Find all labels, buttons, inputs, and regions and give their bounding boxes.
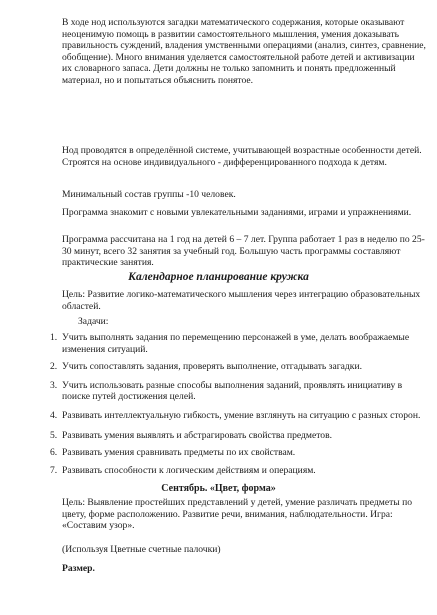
september-heading: Сентябрь. «Цвет, форма»: [161, 483, 276, 494]
list-item: [0, 410, 424, 422]
tasks-label: Задачи:: [78, 316, 109, 327]
intro-paragraph-program: Программа знакомит с новыми увлекательными заданиями, играми и упражнениями.: [62, 207, 412, 218]
september-note: (Используя Цветные счетные палочки): [62, 544, 221, 555]
september-goal: Цель: Выявление простейших представлений у детей, умение различать предметы по цвету, форме расположению. Развитие речи, внимания, наблюдательности. Игра: «Составим узор».: [62, 497, 413, 532]
calendar-heading: Календарное планирование кружка: [128, 271, 309, 283]
task-text: Развивать умения сравнивать предметы по их свойствам.: [62, 447, 296, 459]
list-item: [0, 361, 424, 373]
intro-paragraph-system: Нод проводятся в определённой системе, учитывающей возрастные особенности детей. Строятся на основе индивидуального - дифференцированного подхода к детям.: [62, 145, 422, 168]
task-number: 1.: [50, 332, 58, 343]
list-item: [0, 380, 424, 403]
task-number: 7.: [50, 464, 58, 476]
task-number: 5.: [50, 429, 58, 441]
task-number: 2.: [50, 361, 58, 373]
task-number: 3.: [50, 379, 58, 391]
list-item: [0, 465, 424, 477]
task-text: Развивать умения выявлять и абстрагировать свойства предметов.: [62, 429, 333, 441]
calendar-goal: Цель: Развитие логико-математического мышления через интеграцию образовательных областей.: [62, 289, 421, 312]
size-label: Размер.: [62, 563, 95, 574]
task-text: Развивать интеллектуальную гибкость, умение взглянуть на ситуацию с разных сторон.: [62, 409, 421, 421]
list-item: [0, 332, 424, 355]
task-text: Развивать способности к логическим действиям и операциям.: [62, 464, 316, 476]
list-item: [0, 447, 424, 459]
task-text: Учить сопоставлять задания, проверять выполнение, отгадывать загадки.: [62, 361, 363, 373]
intro-paragraph-schedule: Программа рассчитана на 1 год на детей 6 – 7 лет. Группа работает 1 раз в неделю по 25-30 минут, всего 32 занятия за учебный год. Большую часть программы составляют практические занятия.: [62, 234, 425, 269]
task-text: Учить использовать разные способы выполнения заданий, проявлять инициативу в поиске путей достижения целей.: [62, 379, 403, 403]
tasks-list: [0, 332, 437, 476]
intro-paragraph-riddles: В ходе нод используются загадки математического содержания, которые оказывают неоценимую помощь в развитии самостоятельного мышления, умения доказывать правильность суждений, владения умственными операциями (анализ, синтез, сравнение, обобщение). Много внимания уделяется самостоятельной работе детей и активизации их словарного запаса. Дети должны не только запомнить и понять предложенный материал, но и попытаться объяснить понятое.: [62, 17, 426, 86]
list-item: [0, 430, 424, 442]
task-text: Учить выполнять задания по перемещению персонажей в уме, делать воображаемые изменения ситуаций.: [62, 332, 410, 355]
intro-paragraph-group-size: Минимальный состав группы -10 человек.: [62, 189, 236, 200]
task-number: 6.: [50, 447, 58, 459]
task-number: 4.: [50, 409, 58, 421]
